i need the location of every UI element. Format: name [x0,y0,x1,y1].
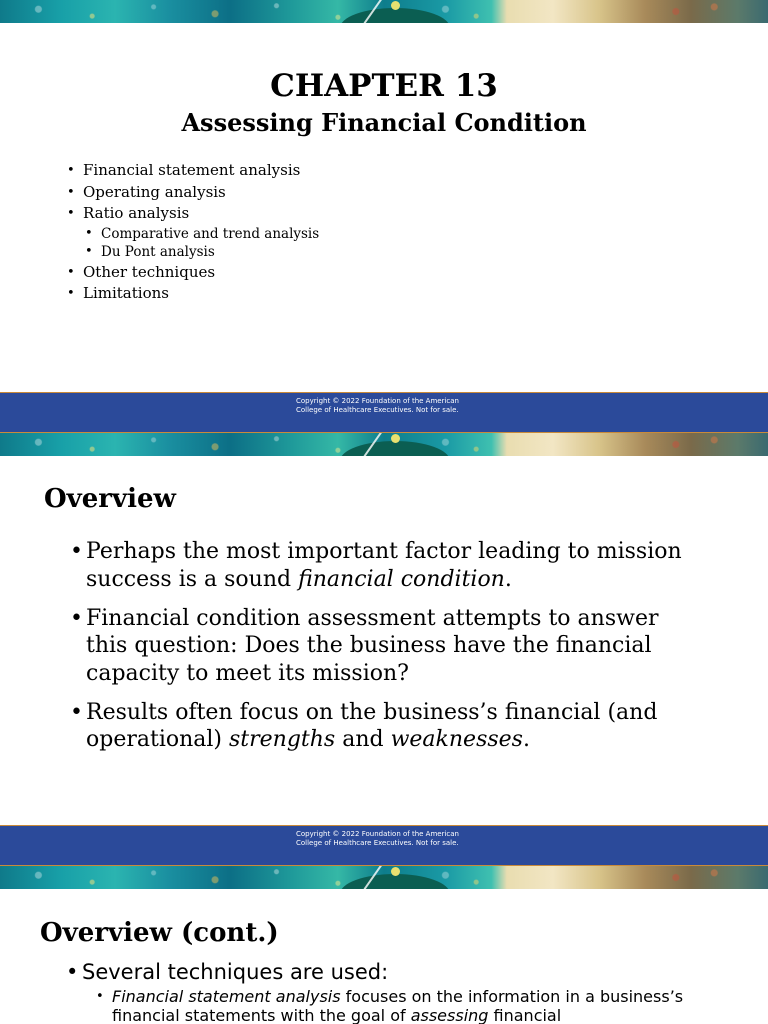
overview-list [70,538,690,765]
copyright-notice [296,397,496,415]
bullet-text: financial [488,1006,562,1024]
slide-title-overview: Overview [44,484,176,514]
outline-subitem: • Du Pont analysis [84,243,319,262]
bullet-emphasis: financial condition [298,566,505,592]
banner-sun-icon [391,1,400,10]
bullet-emphasis: weaknesses [390,727,523,752]
chapter-title: CHAPTER 13 [270,68,498,104]
bullet-text: . [504,566,512,592]
top-banner-3 [0,866,768,889]
outline-subitem: • Comparative and trend analysis [84,225,319,244]
copyright-line: Copyright © 2022 Foundation of the American [296,830,459,838]
footer-bar-2 [0,825,768,866]
bullet-text: Perhaps the most important factor leading to mission success is a sound [86,539,682,592]
bullet-text: Results often focus on the business’s financial (and operational) [86,699,658,752]
banner-hill [340,441,450,456]
bullet-text: focuses on the information in a business’s financial statements with the goal of [112,987,684,1024]
outline-item: • Ratio analysis [66,203,319,225]
techniques-subbullet [96,987,706,1024]
outline-item: • Other techniques [66,262,319,284]
chapter-subtitle: Assessing Financial Condition [181,108,587,137]
banner-sun-icon [391,867,400,876]
copyright-line: College of Healthcare Executives. Not for sale. [296,406,459,414]
top-banner-1 [0,0,768,23]
overview-bullet [70,538,690,593]
bullet-emphasis: Financial statement analysis [112,987,341,1006]
techniques-list [66,957,706,1024]
slide-title-overview-cont: Overview (cont.) [40,918,279,948]
footer-bar-1 [0,392,768,433]
outline-item: • Financial statement analysis [66,160,319,182]
bullet-emphasis: strengths [229,727,336,752]
banner-hill [340,874,450,889]
top-banner-2 [0,433,768,456]
outline-item: • Limitations [66,283,319,305]
banner-hill [340,8,450,23]
bullet-text: . [522,727,530,752]
copyright-line: College of Healthcare Executives. Not for sale. [296,839,459,847]
copyright-line: Copyright © 2022 Foundation of the American [296,397,459,405]
bullet-text: and [335,727,391,752]
overview-bullet: • Financial condition assessment attempts to answer this question: Does the business have the financial capacity to meet its mission? [70,605,690,688]
overview-bullet [70,699,690,754]
bullet-emphasis: assessing [410,1006,489,1024]
outline-item: • Operating analysis [66,182,319,204]
banner-sun-icon [391,434,400,443]
techniques-bullet: • Several techniques are used: [66,957,706,987]
chapter-outline-list [66,160,319,305]
copyright-notice [296,830,496,848]
